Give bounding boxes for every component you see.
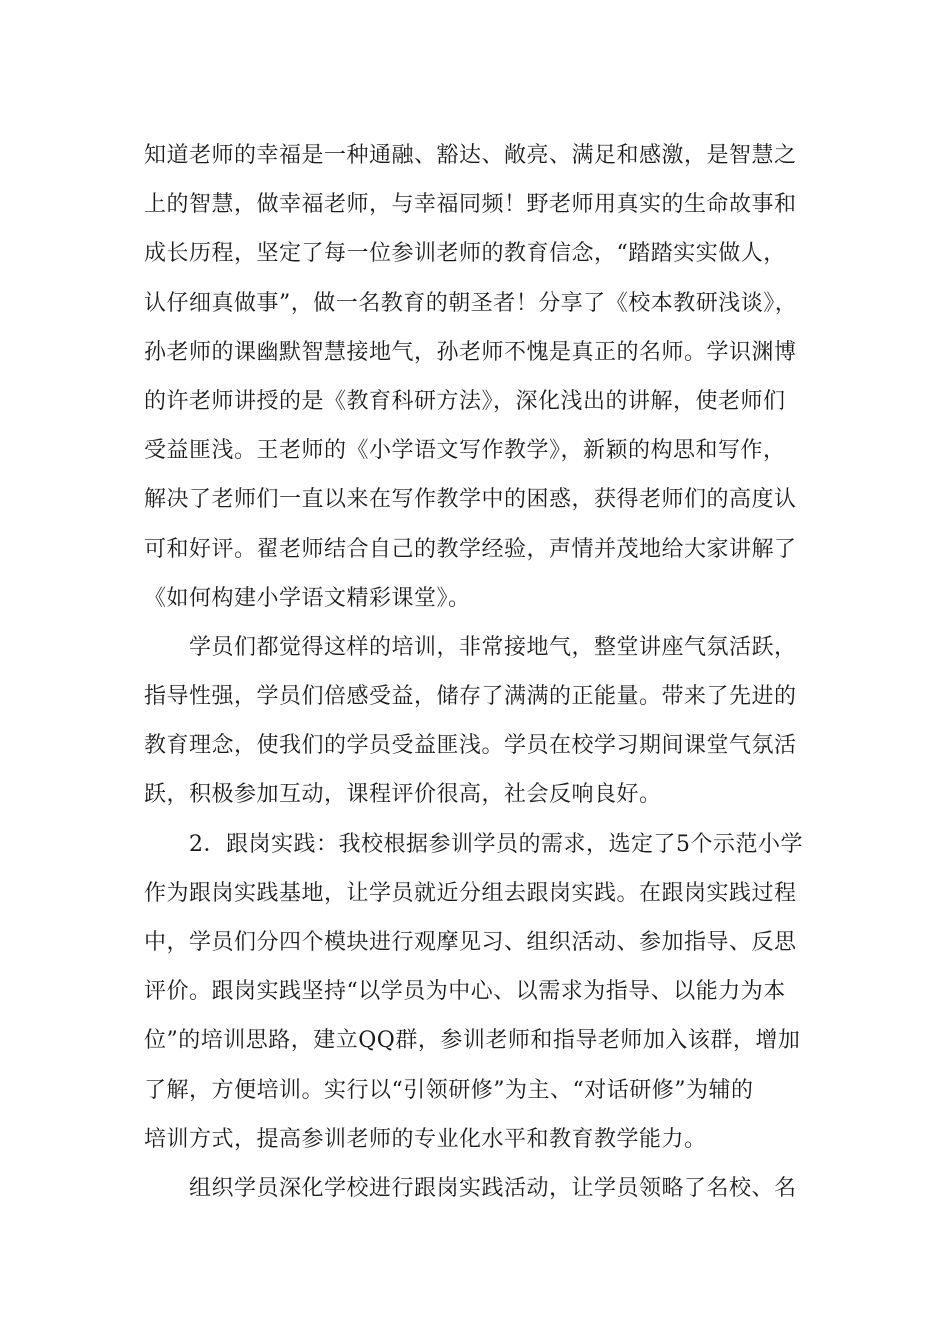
text-line: 成长历程，坚定了每一位参训老师的教育信念，“踏踏实实做人，: [144, 241, 786, 267]
paragraph: [144, 820, 834, 1164]
text-line: 评价。跟岗实践坚持“以学员为中心、以需求为指导、以能力为本: [144, 979, 786, 1005]
text-line: 指导性强，学员们倍感受益，储存了满满的正能量。带来了先进的: [144, 684, 797, 710]
text-line: 知道老师的幸福是一种通融、豁达、敞亮、满足和感激，是智慧之: [144, 143, 797, 168]
text-line: 上的智慧，做幸福老师，与幸福同频！野老师用真实的生命故事和: [144, 192, 797, 218]
paragraph: [144, 1164, 834, 1213]
text-line: 的许老师讲授的是《教育科研方法》，深化浅出的讲解，使老师们: [144, 388, 786, 414]
text-line: 《如何构建小学语文精彩课堂》。: [144, 585, 471, 611]
text-line: 孙老师的课幽默智慧接地气，孙老师不愧是真正的名师。学识渊博: [144, 339, 797, 365]
text-line: 中，学员们分四个模块进行观摩见习、组织活动、参加指导、反思: [144, 930, 797, 955]
text-line: 了解，方便培训。实行以“引领研修”为主、“对话研修”为辅的: [144, 1077, 754, 1103]
text-line: 培训方式，提高参训老师的专业化水平和教育教学能力。: [144, 1126, 707, 1152]
text-line: 可和好评。翟老师结合自己的教学经验，声情并茂地给大家讲解了: [144, 536, 797, 562]
text-line: 位”的培训思路，建立QQ群，参训老师和指导老师加入该群，增加: [144, 1028, 801, 1054]
paragraph: [144, 131, 834, 623]
text-line: 受益匪浅。王老师的《小学语文写作教学》，新颖的构思和写作，: [144, 438, 786, 464]
text-line: 学员们都觉得这样的培训，非常接地气，整堂讲座气氛活跃，: [189, 634, 797, 660]
document-body: [144, 131, 834, 1213]
text-line: 认仔细真做事”，做一名教育的朝圣者！分享了《校本教研浅谈》，: [144, 290, 798, 316]
text-line: 组织学员深化学校进行跟岗实践活动，让学员领略了名校、名: [189, 1175, 797, 1201]
text-line: 跃，积极参加互动，课程评价很高，社会反响良好。: [144, 782, 662, 808]
paragraph: [144, 623, 834, 820]
text-line: 作为跟岗实践基地，让学员就近分组去跟岗实践。在跟岗实践过程: [144, 880, 797, 906]
text-line: 教育理念，使我们的学员受益匪浅。学员在校学习期间课堂气氛活: [144, 733, 797, 759]
text-line: 解决了老师们一直以来在写作教学中的困惑，获得老师们的高度认: [144, 487, 797, 513]
text-line: 2．跟岗实践：我校根据参训学员的需求，选定了5个示范小学: [189, 831, 803, 857]
